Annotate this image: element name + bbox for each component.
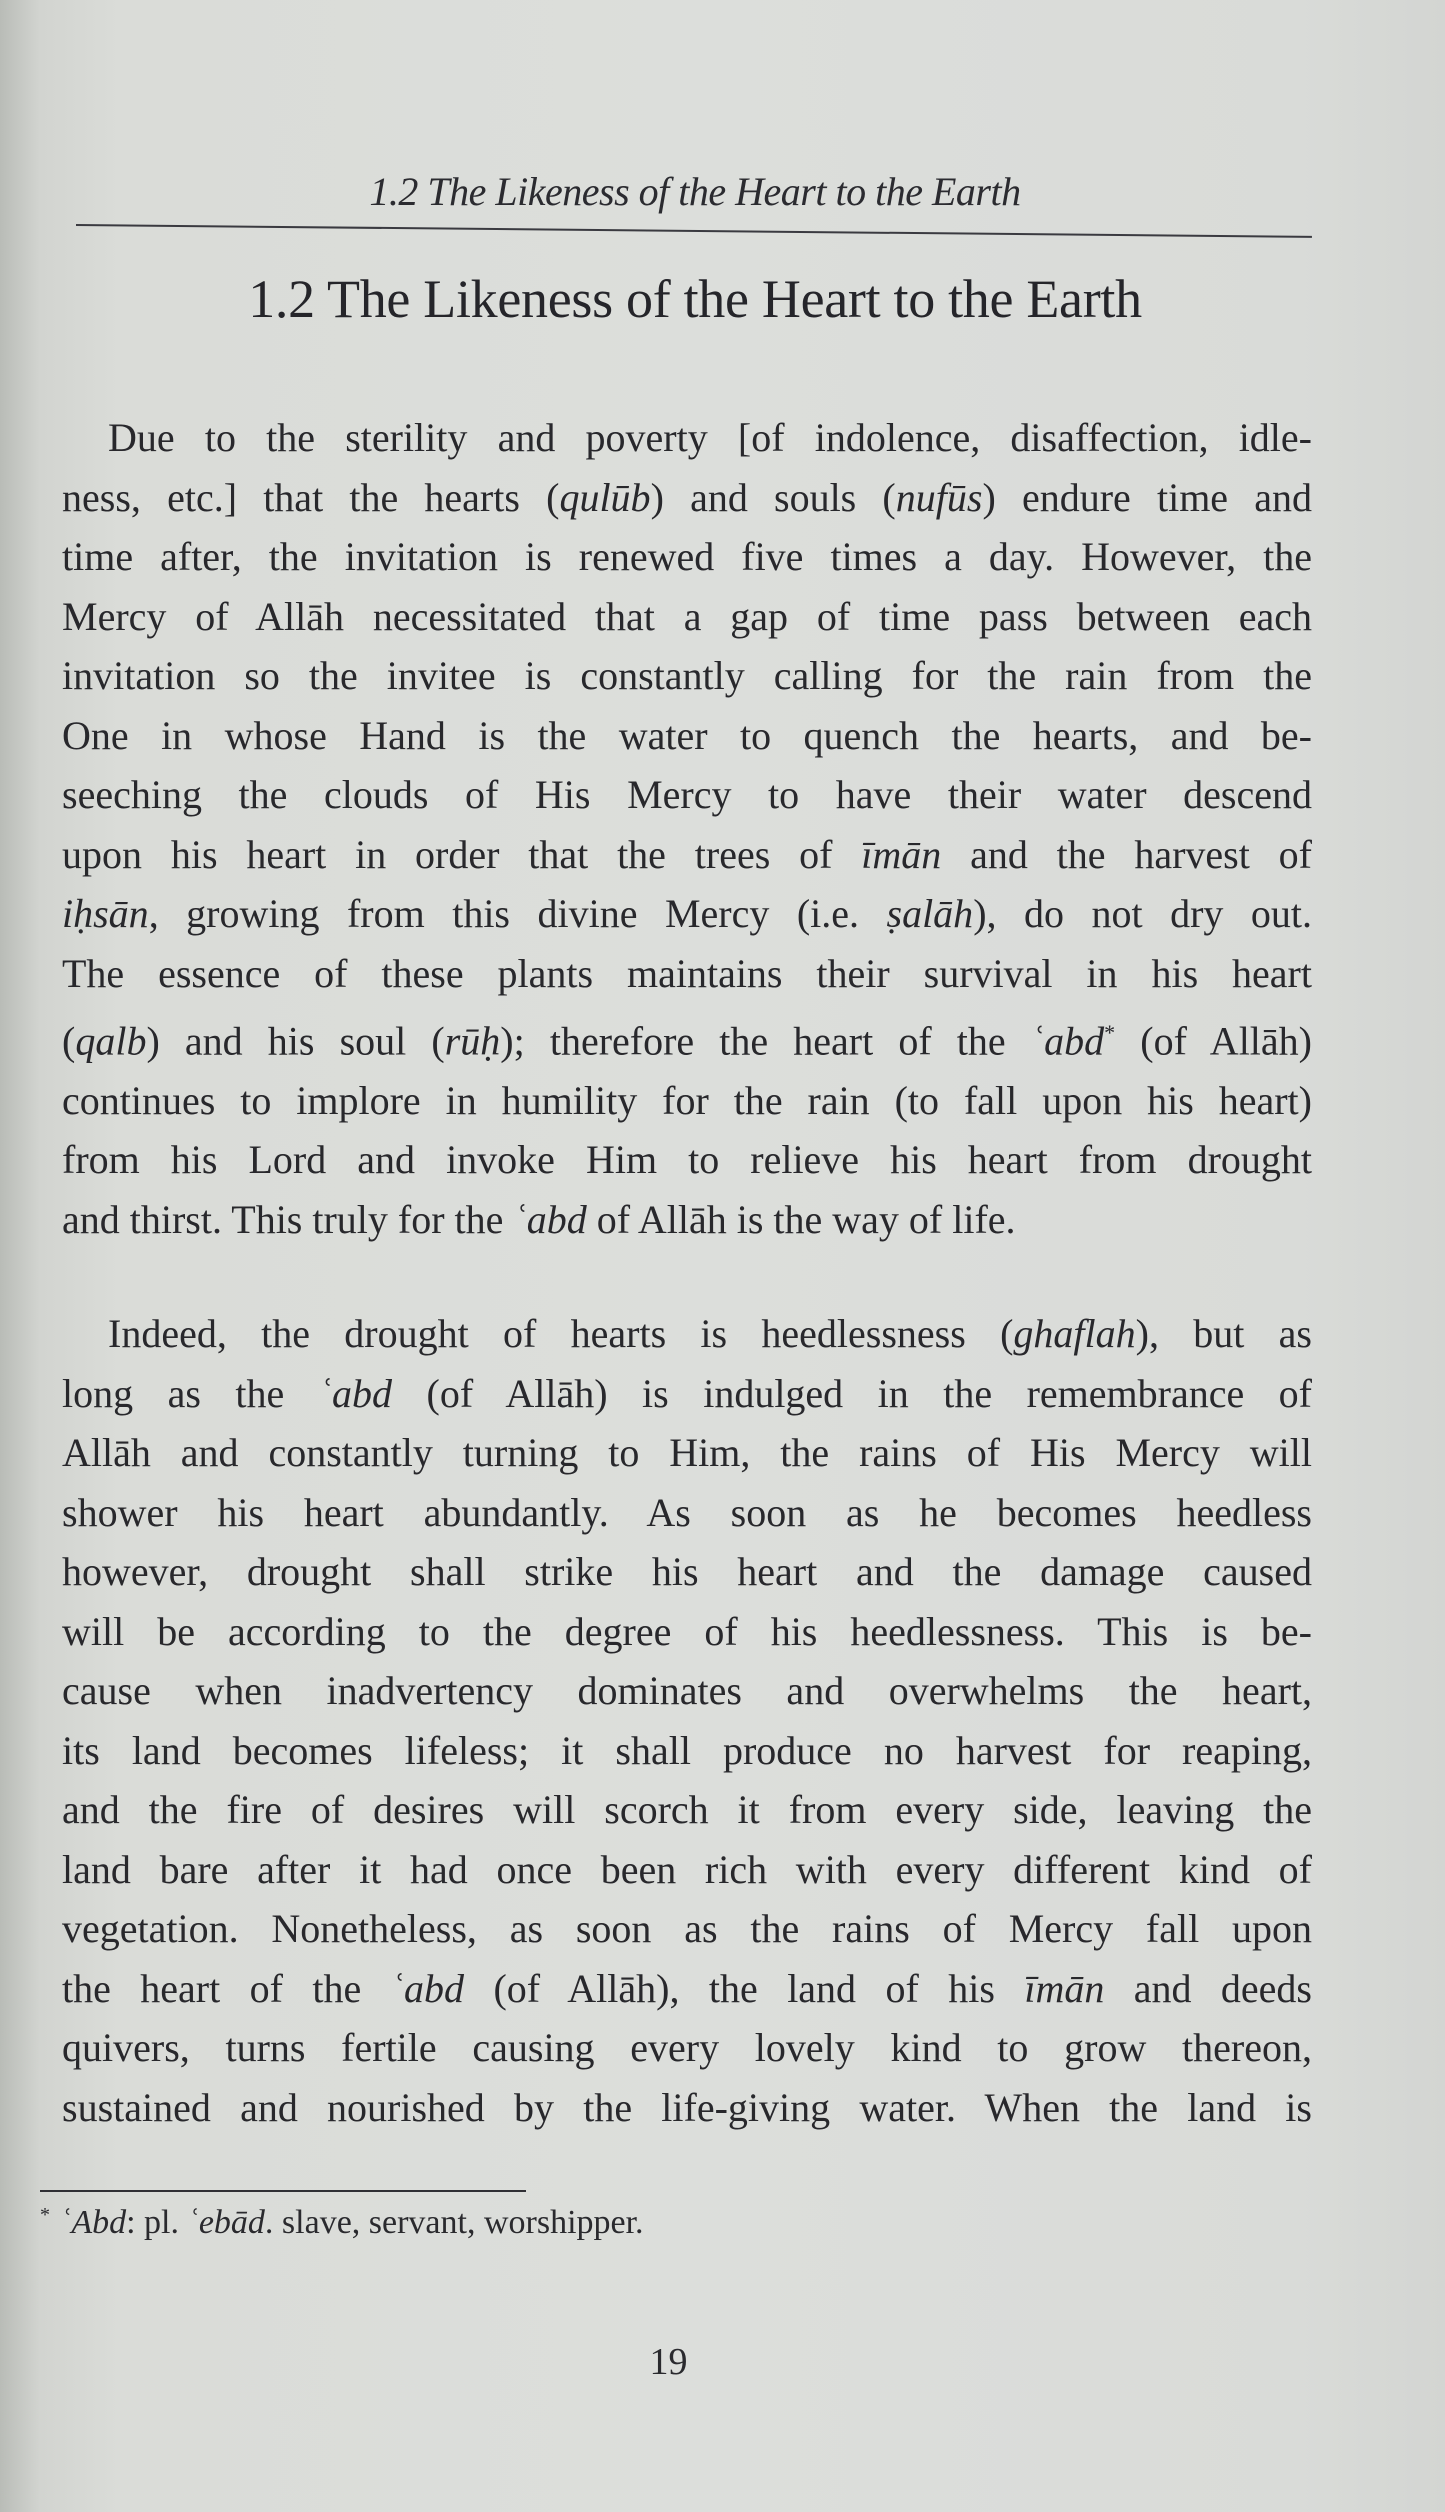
footnote-reference[interactable]: * [1104,1020,1116,1045]
transliterated-term: īmān [1024,1965,1105,2011]
transliterated-term: qalb [75,1018,147,1064]
transliterated-term: ʿabd [390,1965,465,2011]
transliterated-term: ʿabd [513,1196,587,1242]
footnote-colon: : [126,2204,136,2241]
text-line: land bare after it had once been rich with every different kind of [62,1846,1312,1892]
transliterated-term: qulūb [559,474,651,520]
text-line: Indeed, the drought of hearts is heedlessness (ghaflah), but as [108,1311,1312,1356]
text-line: from his Lord and invoke Him to relieve his heart from drought [62,1137,1312,1183]
text-line: (qalb) and his soul (rūḥ); therefore the heart of the ʿabd* (of Allāh) [62,1018,1312,1064]
footnote-term: ʿAbd [60,2204,127,2241]
paragraph-1 [62,408,1312,1249]
transliterated-term: nufūs [895,474,983,520]
text-line: however, drought shall strike his heart and the damage caused [62,1549,1312,1594]
text-line: and thirst. This truly for the ʿabd of Allāh is the way of life. [62,1196,1016,1242]
text-line: Allāh and constantly turning to Him, the rains of His Mercy will [62,1430,1312,1475]
text-line: Due to the sterility and poverty [of indolence, disaffection, idle- [108,415,1312,460]
text-line: will be according to the degree of his heedlessness. This is be- [62,1608,1312,1654]
transliterated-term: ʿabd [1030,1018,1105,1064]
text-line: and the fire of desires will scorch it from every side, leaving the [62,1787,1312,1832]
text-line: shower his heart abundantly. As soon as he becomes heedless [62,1489,1312,1535]
text-line: quivers, turns fertile causing every lovely kind to grow thereon, [62,2025,1312,2070]
text-line: Mercy of Allāh necessitated that a gap of time pass between each [62,593,1312,639]
transliterated-term: ṣalāh [886,891,974,936]
transliterated-term: rūḥ [444,1018,501,1064]
section-title: 1.2 The Likeness of the Heart to the Earth [248,269,1142,329]
footnote-text-post: . slave, servant, worshipper. [264,2204,644,2241]
text-line: the heart of the ʿabd (of Allāh), the land of his īmān and deeds [62,1965,1312,2011]
text-line: long as the ʿabd (of Allāh) is indulged in the remembrance of [62,1370,1312,1416]
transliterated-term: ʿabd [318,1370,393,1416]
footnote-rule [40,2190,526,2192]
transliterated-term: iḥsān [62,891,149,936]
transliterated-term: ghaflah [1013,1311,1136,1356]
text-line: sustained and nourished by the life-giving water. When the land is [62,2084,1312,2130]
text-line: its land becomes lifeless; it shall produce no harvest for reaping, [62,1727,1312,1773]
text-line: upon his heart in order that the trees of īmān and the harvest of [62,831,1313,877]
page-number-value: 19 [649,2341,688,2383]
text-line: cause when inadvertency dominates and overwhelms the heart, [62,1668,1312,1713]
text-line: continues to implore in humility for the rain (to fall upon his heart) [62,1077,1312,1123]
text-line: The essence of these plants maintains their survival in his heart [62,950,1312,996]
running-head: 1.2 The Likeness of the Heart to the Earth [369,169,1021,214]
page-number [0,2340,1445,2384]
text-line: ness, etc.] that the hearts (qulūb) and souls (nufūs) endure time and [62,474,1313,520]
paragraph-2 [62,1304,1312,2137]
transliterated-term: īmān [861,831,942,877]
footnote-plural: ʿebād [187,2204,265,2241]
footnote [40,2204,644,2242]
text-line: iḥsān, growing from this divine Mercy (i.e. ṣalāh), do not dry out. [62,891,1312,936]
text-line: time after, the invitation is renewed five times a day. However, the [62,534,1312,579]
text-line: invitation so the invitee is constantly calling for the rain from the [62,653,1312,698]
text-line: seeching the clouds of His Mercy to have their water descend [62,772,1312,817]
text-line: vegetation. Nonetheless, as soon as the rains of Mercy fall upon [62,1906,1312,1951]
footnote-text-pre: pl. [135,2204,188,2241]
header-rule [76,224,1312,238]
text-line: One in whose Hand is the water to quench the hearts, and be- [62,712,1312,758]
footnote-marker: * [40,2204,50,2226]
